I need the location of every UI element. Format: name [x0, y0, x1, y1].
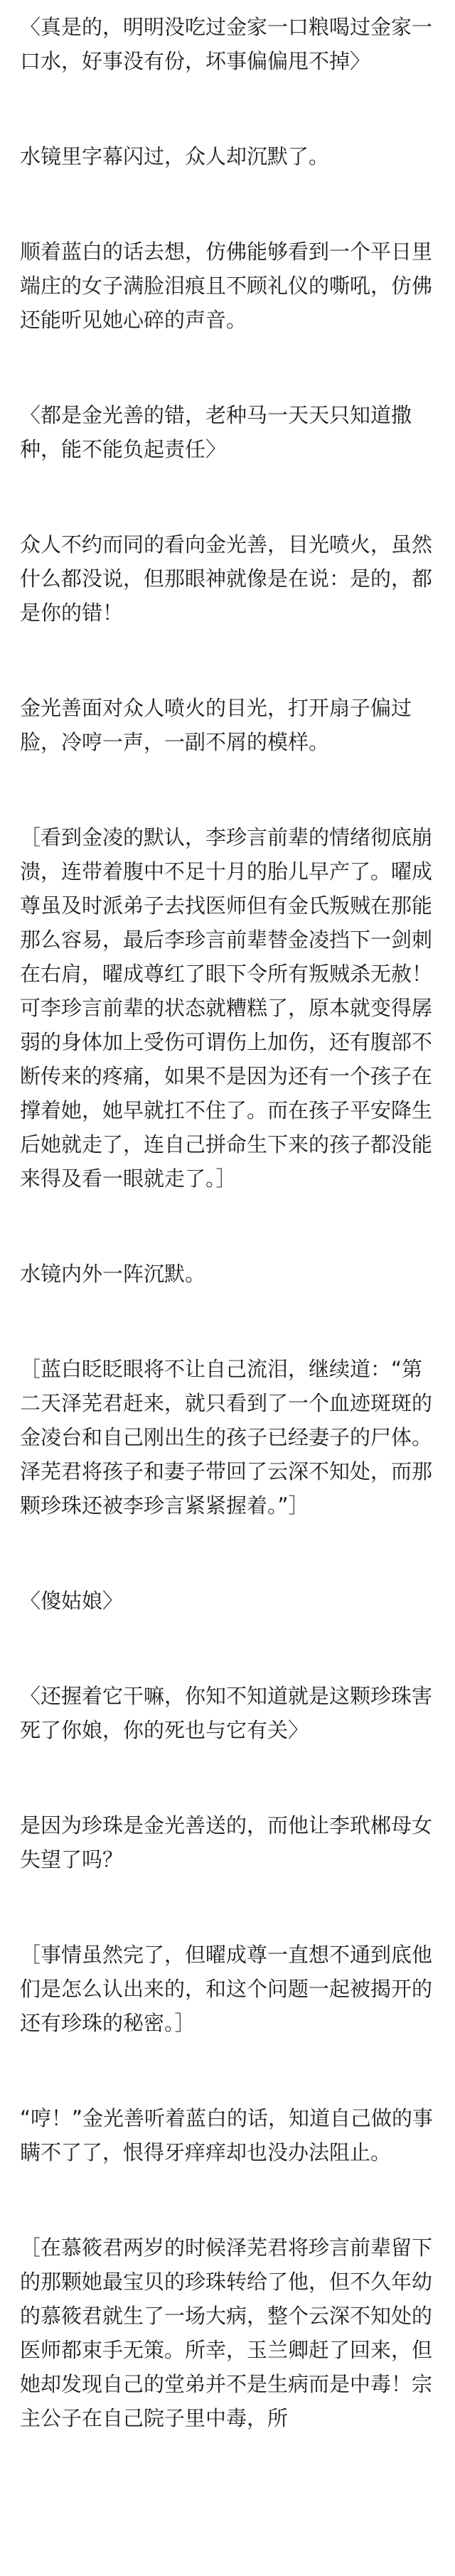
paragraph: 〈真是的，明明没吃过金家一口粮喝过金家一口水，好事没有份，坏事偏偏甩不掉〉: [20, 15, 433, 73]
paragraph: ［在慕筱君两岁的时候泽芜君将珍言前辈留下的那颗她最宝贝的珍珠转给了他，但不久年幼的慕筱君就生了一场大病，整个云深不知处的医师都束手无策。所幸，玉兰卿赶了回来，但她却发现自己的堂弟并不是生病而是中毒！宗主公子在自己院子里中毒，所: [20, 2236, 433, 2430]
paragraph: ［事情虽然完了，但曜成尊一直想不通到底他们是怎么认出来的，和这个问题一起被揭开的还有珍珠的秘密。］: [20, 1943, 433, 2035]
paragraph: 顺着蓝白的话去想，仿佛能够看到一个平日里端庄的女子满脸泪痕且不顾礼仪的嘶吼，仿佛还能听见她心碎的声音。: [20, 240, 433, 332]
paragraph: 〈都是金光善的错，老种马一天天只知道撒种，能不能负起责任〉: [20, 403, 412, 461]
paragraph: 水镜内外一阵沉默。: [20, 1262, 206, 1286]
paragraph: ［蓝白眨眨眼将不让自己流泪，继续道：“第二天泽芜君赶来，就只看到了一个血迹斑斑的金凌台和自己刚出生的孩子已经妻子的尸体。泽芜君将孩子和妻子带回了云深不知处，而那颗珍珠还被李珍言紧紧握着。”］: [20, 1357, 433, 1518]
paragraph: 金光善面对众人喷火的目光，打开扇子偏过脸，冷哼一声，一副不屑的模样。: [20, 696, 412, 754]
paragraph: 是因为珍珠是金光善送的，而他让李玳郴母女失望了吗？: [20, 1813, 433, 1872]
paragraph: ［看到金凌的默认，李珍言前辈的情绪彻底崩溃，连带着腹中不足十月的胎儿早产了。曜成尊虽及时派弟子去找医师但有金氏叛贼在那能那么容易，最后李珍言前辈替金凌挡下一剑刺在右肩，曜成尊红了眼下令所有叛贼杀无赦！可李珍言前辈的状态就糟糕了，原本就变得孱弱的身体加上受伤可谓伤上加伤，还有腹部不断传来的疼痛，如果不是因为还有一个孩子在撑着她，她早就扛不住了。而在孩子平安降生后她就走了，连自己拼命生下来的孩子都没能来得及看一眼就走了。］: [20, 825, 433, 1191]
paragraph: 水镜里字幕闪过，众人却沉默了。: [20, 144, 330, 168]
paragraph: “哼！”金光善听着蓝白的话，知道自己做的事瞒不了了，恨得牙痒痒却也没办法阻止。: [20, 2106, 434, 2164]
paragraph: 〈还握着它干嘛，你知不知道就是这颗珍珠害死了你娘，你的死也与它有关〉: [20, 1684, 433, 1742]
paragraph: 众人不约而同的看向金光善，目光喷火，虽然什么都没说，但那眼神就像是在说：是的，都是你的错！: [20, 532, 433, 625]
paragraph: 〈傻姑娘〉: [20, 1589, 124, 1613]
